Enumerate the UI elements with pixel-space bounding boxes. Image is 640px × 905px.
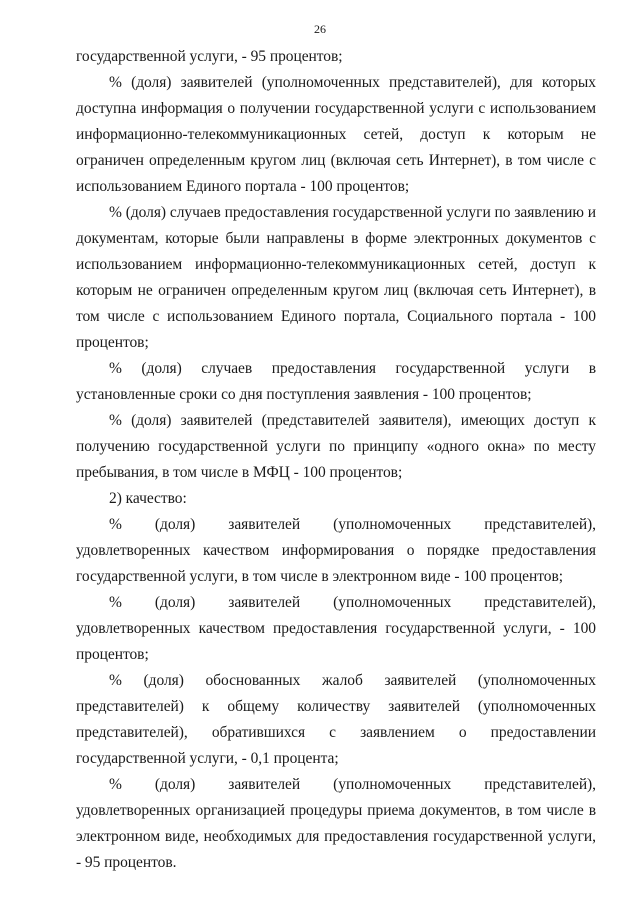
paragraph: % (доля) заявителей (уполномоченных представителей), удовлетворенных качеством информирования о порядке предоставления государственной услуги, в том числе в электронном виде - 100 процентов; — [76, 516, 596, 585]
paragraph: % (доля) заявителей (представителей заявителя), имеющих доступ к получению государственной услуги по принципу «одного окна» по месту пребывания, в том числе в МФЦ - 100 процентов; — [76, 412, 596, 481]
document-body — [76, 44, 596, 876]
paragraph: % (доля) случаев предоставления государственной услуги в установленные сроки со дня поступления заявления - 100 процентов; — [76, 360, 596, 403]
section-heading-quality: 2) качество: — [109, 490, 187, 507]
paragraph: % (доля) заявителей (уполномоченных представителей), удовлетворенных организацией процедуры приема документов, в том числе в электронном виде, необходимых для предоставления государственной услуги, - 95 процентов. — [76, 776, 596, 871]
paragraph-continuation: государственной услуги, - 95 процентов; — [76, 48, 343, 65]
paragraph: % (доля) обоснованных жалоб заявителей (уполномоченных представителей) к общему количеству заявителей (уполномоченных представителей), обратившихся с заявлением о предоставлении государственной услуги, - 0,1 процента; — [76, 672, 596, 767]
paragraph: % (доля) заявителей (уполномоченных представителей), удовлетворенных качеством предоставления государственной услуги, - 100 процентов; — [76, 594, 596, 663]
paragraph: % (доля) заявителей (уполномоченных представителей), для которых доступна информация о получении государственной услуги с использованием информационно-телекоммуникационных сетей, доступ к которым не ограничен определенным кругом лиц (включая сеть Интернет), в том числе с использованием Единого портала - 100 процентов; — [76, 74, 596, 195]
paragraph: % (доля) случаев предоставления государственной услуги по заявлению и документам, которые были направлены в форме электронных документов с использованием информационно-телекоммуникационных сетей, доступ к которым не ограничен определенным кругом лиц (включая сеть Интернет), в том числе с использованием Единого портала, Социального портала - 100 процентов; — [76, 204, 596, 351]
page-number: 26 — [314, 22, 326, 36]
